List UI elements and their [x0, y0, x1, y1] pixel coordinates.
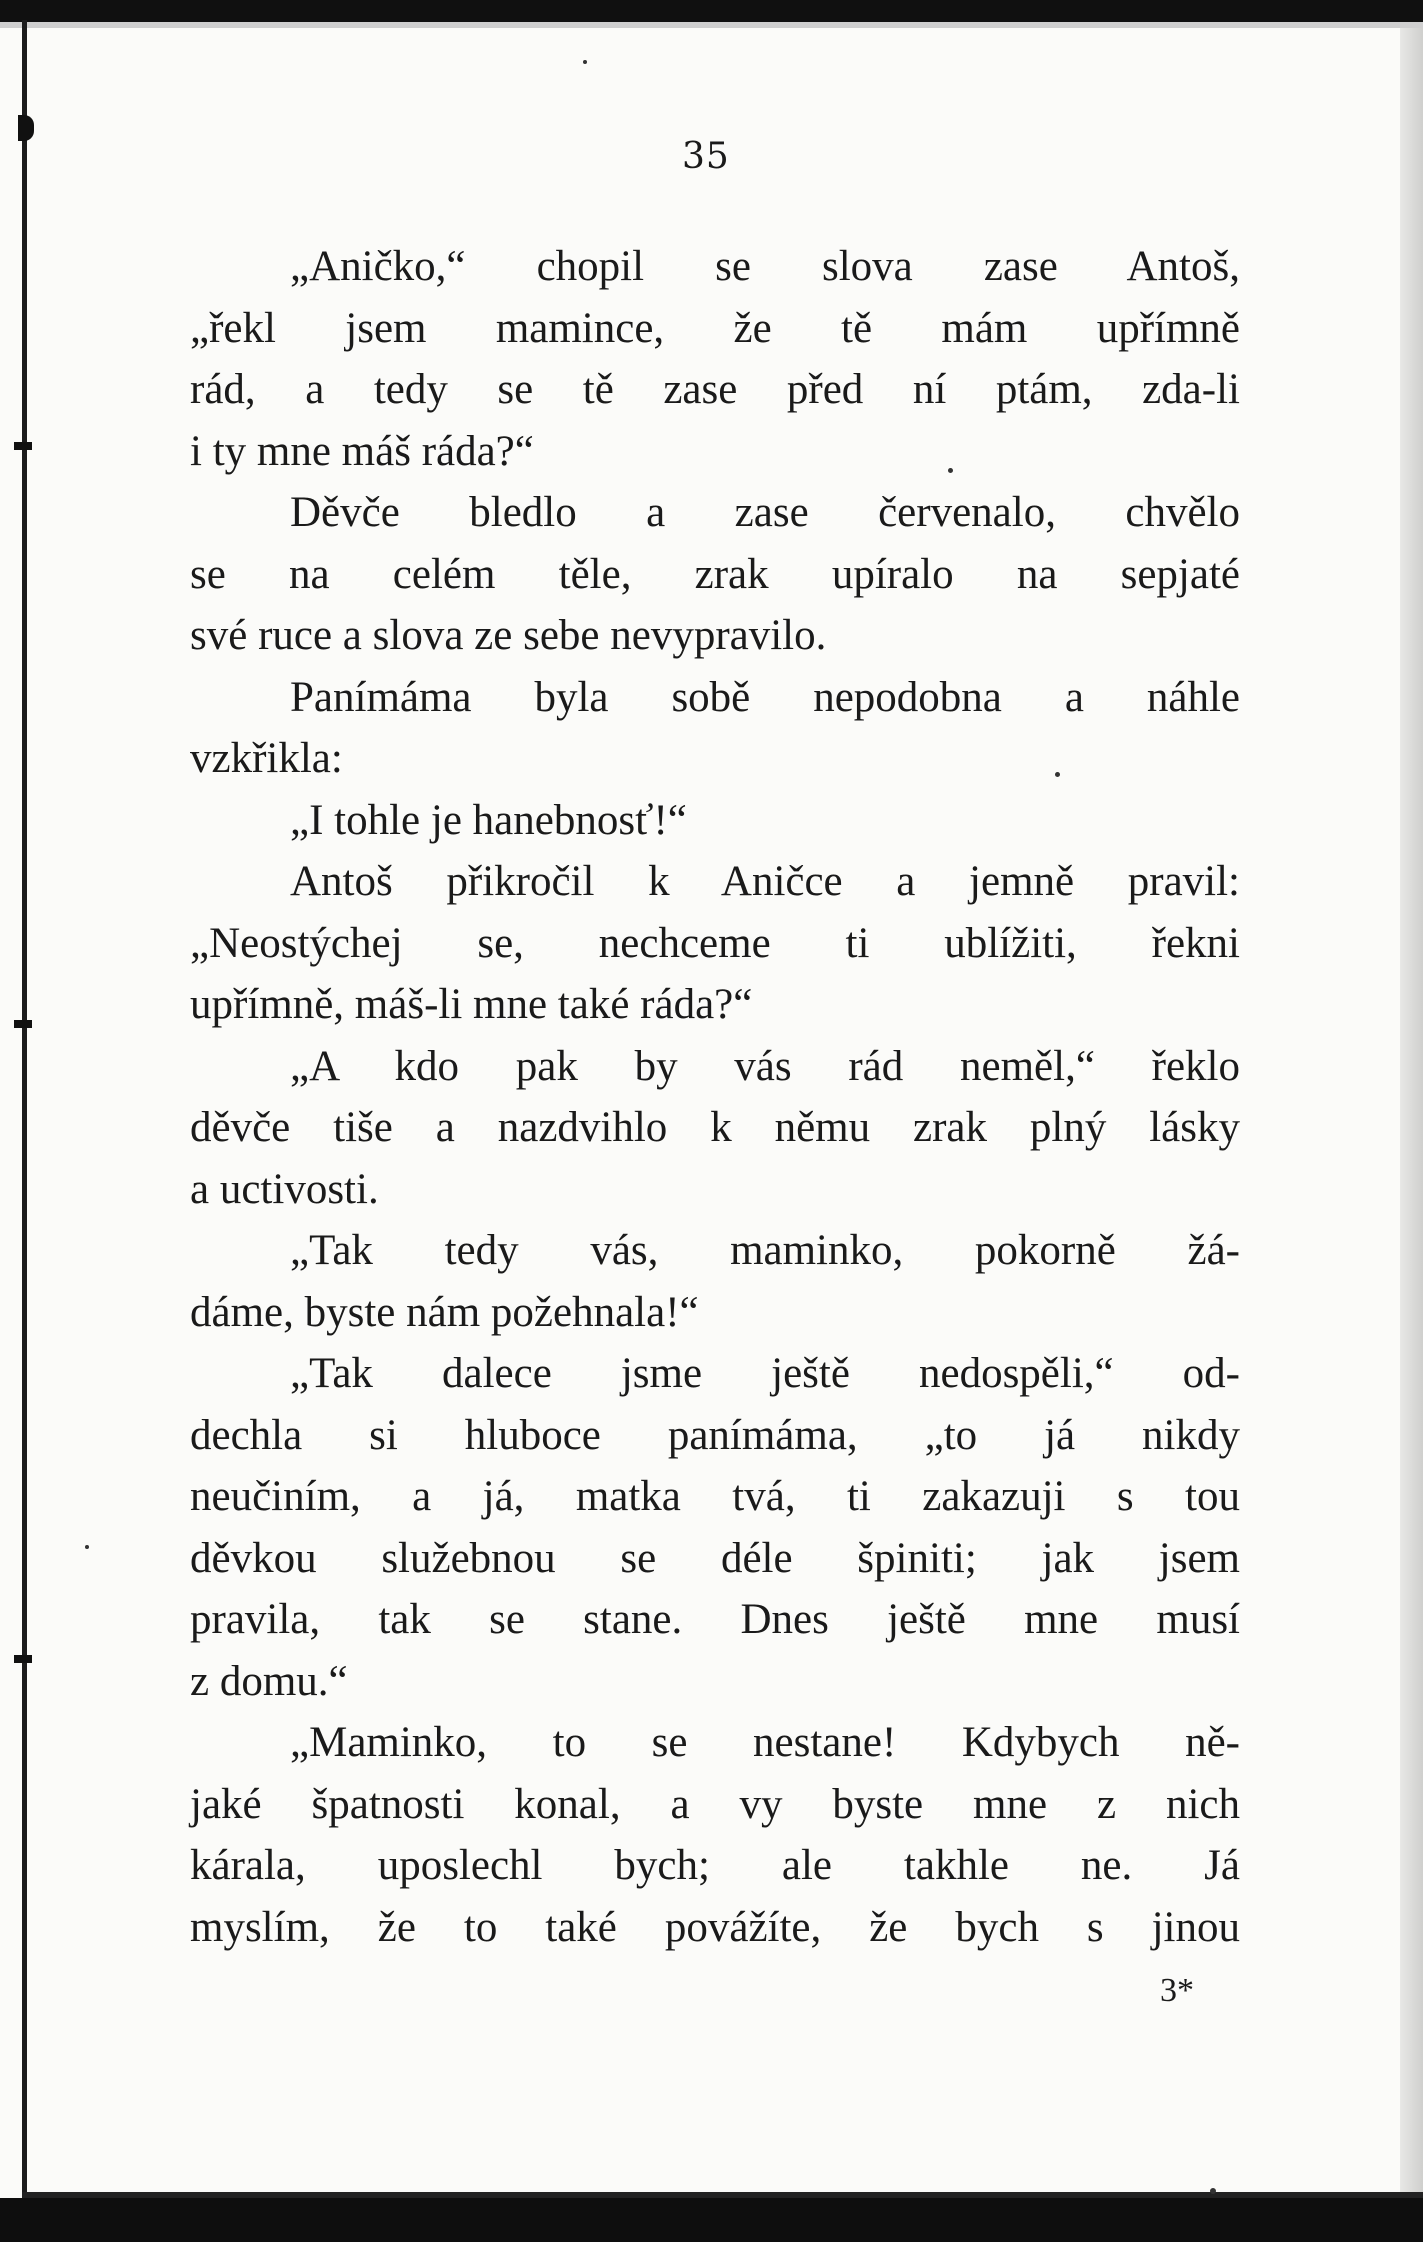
text-line: „Tak tedy vás, maminko, pokorně žá-: [290, 1227, 1240, 1274]
scan-bottom-edge: [0, 2198, 1423, 2242]
text-line: dechla si hluboce panímáma, „to já nikdy: [190, 1411, 1240, 1459]
text-line: „řekl jsem mamince, že tě mám upřímně: [190, 304, 1240, 352]
text-line: neučiním, a já, matka tvá, ti zakazuji s tou: [190, 1473, 1240, 1520]
binding-edge: [22, 20, 27, 2200]
scan-speck: [85, 1545, 89, 1549]
scan-top-shadow: [0, 22, 1423, 28]
printer-signature: 3*: [1160, 1972, 1194, 2009]
text-line: Panímáma byla sobě nepodobna a náhle: [290, 673, 1240, 721]
text-line: vzkřikla:: [190, 735, 343, 782]
text-line: děvkou služebnou se déle špiniti; jak jsem: [190, 1534, 1240, 1582]
text-line: děvče tiše a nazdvihlo k němu zrak plný lásky: [190, 1104, 1240, 1151]
binding-mark: [14, 442, 32, 450]
text-line: i ty mne máš ráda?“: [190, 427, 534, 475]
scan-right-edge: [1400, 28, 1423, 2192]
text-line: rád, a tedy se tě zase před ní ptám, zda-li: [190, 366, 1240, 413]
body-text: [190, 236, 1240, 1958]
scan-top-edge: [0, 0, 1423, 22]
binding-mark: [18, 115, 34, 141]
text-line: dáme, byste nám požehnala!“: [190, 1288, 699, 1336]
text-line: myslím, že to také povážíte, že bych s jinou: [190, 1903, 1240, 1951]
scan-speck: [583, 60, 587, 64]
text-line: a uctivosti.: [190, 1165, 379, 1213]
text-line: Antoš přikročil k Aničce a jemně pravil:: [290, 858, 1240, 905]
page-number: 35: [682, 136, 730, 177]
text-line: kárala, uposlechl bych; ale takhle ne. Já: [190, 1842, 1240, 1889]
text-line: „A kdo pak by vás rád neměl,“ řeklo: [290, 1042, 1240, 1090]
scan-speck: [1210, 2188, 1216, 2194]
text-line: jaké špatnosti konal, a vy byste mne z nich: [190, 1780, 1240, 1828]
binding-mark: [14, 1655, 32, 1663]
text-line: své ruce a slova ze sebe nevypravilo.: [190, 612, 827, 659]
text-line: „Tak dalece jsme ještě nedospěli,“ od-: [290, 1350, 1240, 1397]
text-line: „Maminko, to se nestane! Kdybych ně-: [290, 1719, 1240, 1766]
binding-mark: [14, 1020, 32, 1028]
text-line: se na celém těle, zrak upíralo na sepjaté: [190, 550, 1240, 598]
text-line: „Neostýchej se, nechceme ti ublížiti, řekni: [190, 919, 1240, 967]
text-line: „I tohle je hanebnosť!“: [290, 796, 687, 844]
text-line: upřímně, máš-li mne také ráda?“: [190, 981, 753, 1028]
text-line: „Aničko,“ chopil se slova zase Antoš,: [290, 243, 1240, 290]
text-line: pravila, tak se stane. Dnes ještě mne musí: [190, 1596, 1240, 1643]
text-line: Děvče bledlo a zase červenalo, chvělo: [290, 489, 1240, 536]
text-line: z domu.“: [190, 1657, 348, 1705]
